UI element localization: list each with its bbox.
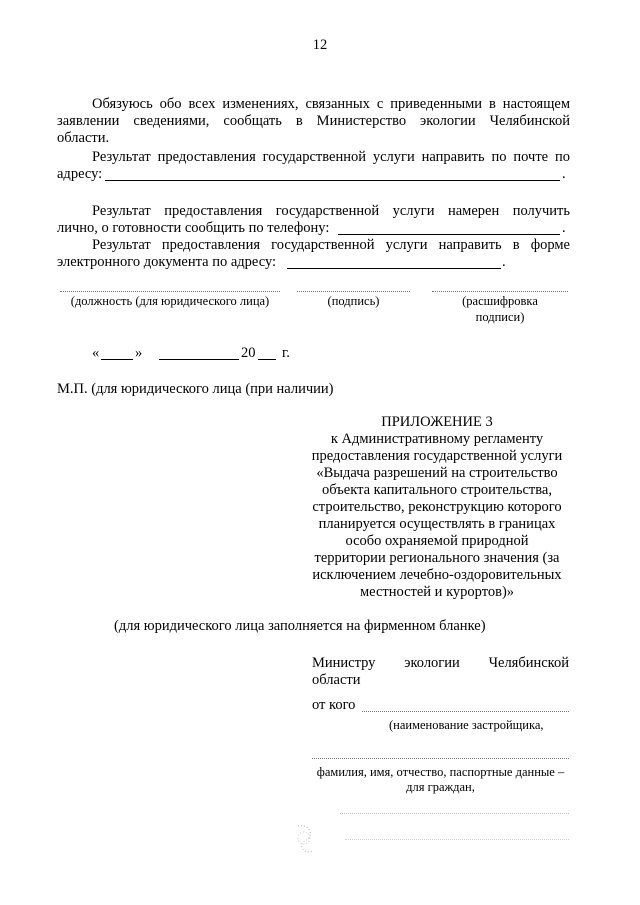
- developer-hint: (наименование застройщика,: [389, 718, 544, 732]
- citizen-hint-line-1: фамилия, имя, отчество, паспортные данные –: [316, 765, 565, 779]
- obligation-line-2: заявлении сведениями, сообщать в Министерство экологии Челябинской: [57, 113, 570, 129]
- addressee-line-2: области: [312, 672, 361, 688]
- appendix-line: строительство, реконструкцию которого: [312, 499, 562, 515]
- appendix-line: объекта капитального строительства,: [322, 482, 552, 498]
- electronic-result-line-1: Результат предоставления государственной услуги направить в форме: [92, 237, 570, 253]
- extra-field-2[interactable]: [345, 839, 569, 840]
- obligation-line-3: области.: [57, 130, 110, 146]
- addressee-line-1: Министру экологии Челябинской: [312, 655, 569, 671]
- decode-label-1: (расшифровка: [462, 294, 538, 308]
- date-open-quote: «: [92, 345, 100, 361]
- date-year-field[interactable]: [258, 359, 276, 360]
- appendix-line: особо охраняемой природной: [345, 533, 529, 549]
- appendix-line: территории регионального значения (за: [314, 550, 560, 566]
- post-result-address-label: адресу:: [57, 166, 103, 182]
- post-address-field[interactable]: [105, 180, 560, 181]
- appendix-line: исключением лечебно-оздоровительных: [312, 567, 562, 583]
- phone-field[interactable]: [338, 234, 560, 235]
- page-number: 12: [312, 37, 328, 53]
- position-field[interactable]: [60, 291, 280, 292]
- position-label: (должность (для юридического лица): [70, 294, 270, 308]
- electronic-result-period: .: [502, 254, 506, 270]
- date-year-prefix: 20: [241, 345, 256, 361]
- personal-result-line-1: Результат предоставления государственной услуги намерен получить: [92, 203, 570, 219]
- appendix-line: к Административному регламенту: [330, 431, 544, 447]
- signature-label: (подпись): [327, 294, 380, 308]
- developer-details-field[interactable]: [312, 758, 569, 759]
- appendix-line: местностей и курортов)»: [359, 584, 515, 600]
- extra-field-1[interactable]: [340, 813, 569, 814]
- date-day-field[interactable]: [101, 359, 133, 360]
- obligation-line-1: Обязуюсь обо всех изменениях, связанных с приведенными в настоящем: [92, 96, 570, 112]
- seal-note: М.П. (для юридического лица (при наличии): [57, 381, 334, 397]
- developer-name-field[interactable]: [362, 711, 569, 712]
- date-close-quote: »: [135, 345, 143, 361]
- electronic-result-address-label: электронного документа по адресу:: [57, 254, 277, 270]
- signature-field[interactable]: [297, 291, 410, 292]
- appendix-line: «Выдача разрешений на строительство: [316, 465, 558, 481]
- post-result-line-1: Результат предоставления государственной услуги направить по почте по: [92, 149, 570, 165]
- appendix-line: предоставления государственной услуги: [311, 448, 563, 464]
- post-result-period: .: [562, 166, 566, 182]
- electronic-address-field[interactable]: [287, 268, 501, 269]
- citizen-hint-line-2: для граждан,: [406, 780, 475, 794]
- appendix-line: планируется осуществлять в границах: [318, 516, 556, 532]
- personal-result-period: .: [562, 220, 566, 236]
- signature-decode-field[interactable]: [432, 291, 568, 292]
- faint-stamp-mark: [292, 822, 318, 856]
- letterhead-note: (для юридического лица заполняется на фирменном бланке): [114, 618, 486, 634]
- from-label: от кого: [312, 697, 356, 713]
- personal-result-phone-label: лично, о готовности сообщить по телефону:: [57, 220, 330, 236]
- appendix-title: ПРИЛОЖЕНИЕ 3: [381, 414, 493, 430]
- decode-label-2: подписи): [475, 310, 525, 324]
- date-year-suffix: г.: [282, 345, 290, 361]
- date-month-field[interactable]: [159, 359, 239, 360]
